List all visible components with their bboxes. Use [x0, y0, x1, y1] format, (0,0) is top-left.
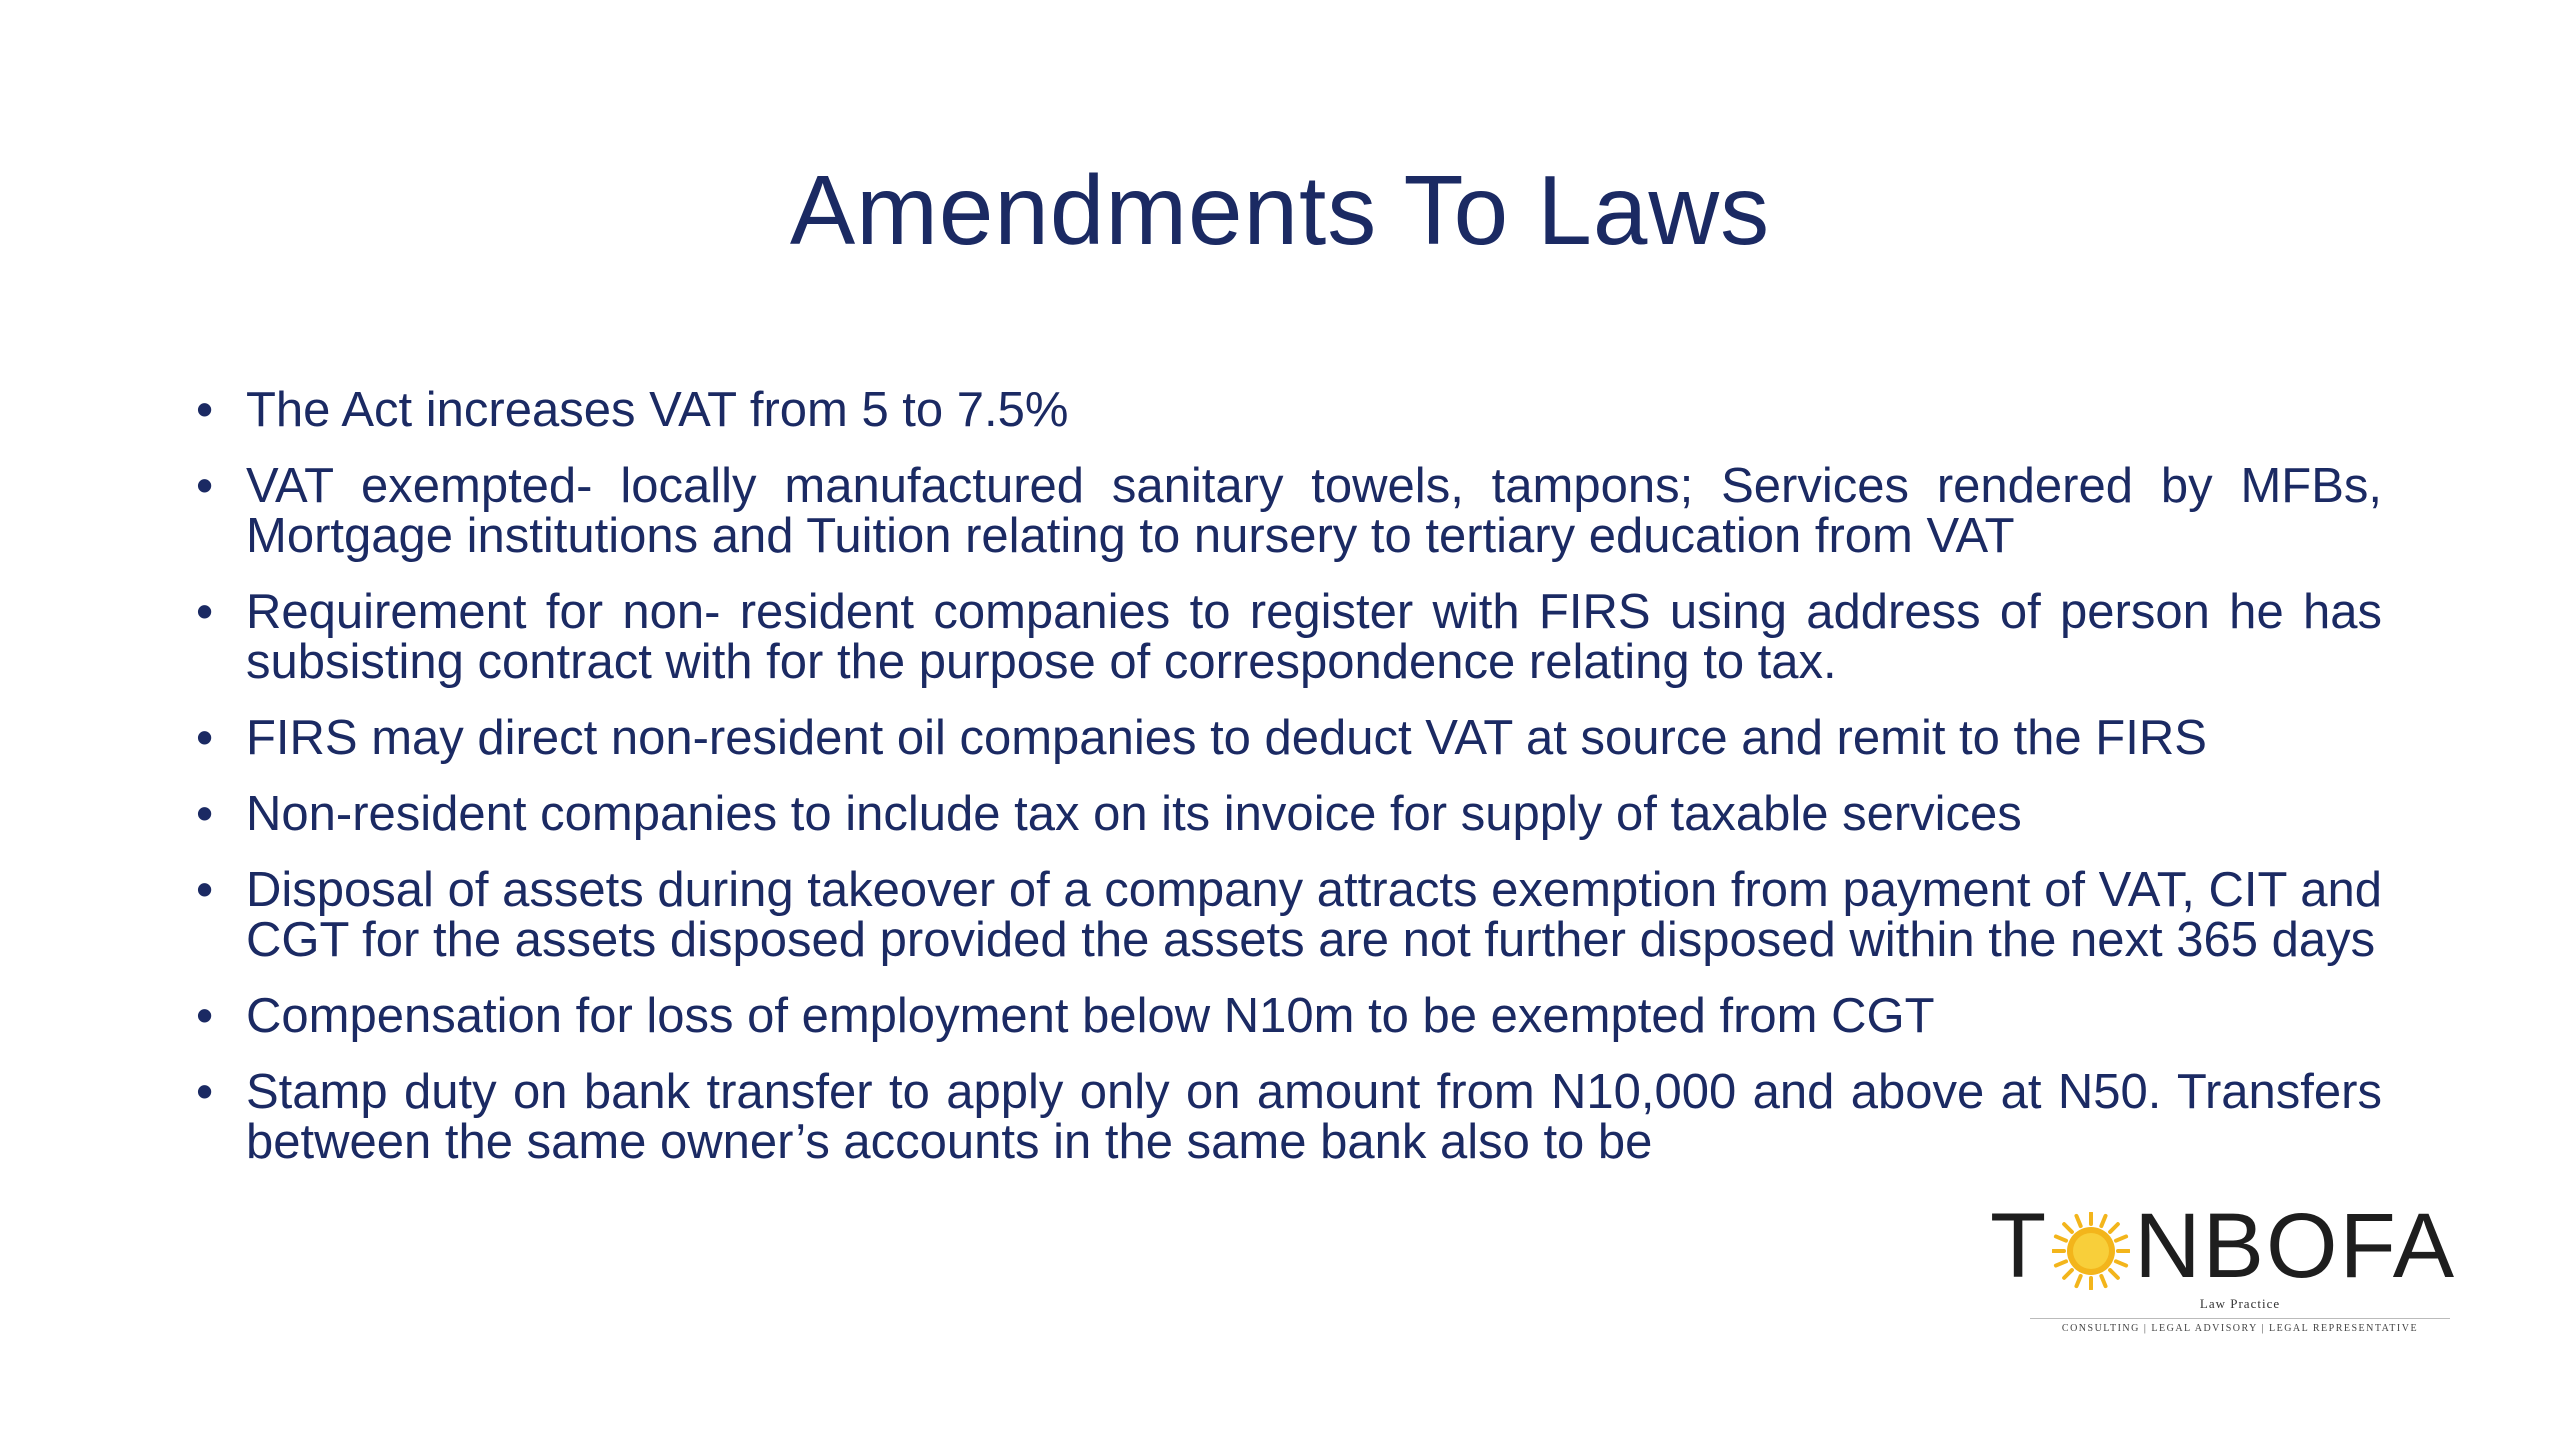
- tonbofa-logo: [1990, 1196, 2490, 1346]
- logo-subtitle: Law Practice: [2199, 1296, 2281, 1311]
- bullet-text: Non-resident companies to include tax on its invoice for supply of taxable services: [246, 787, 2022, 841]
- bullet-dot: •: [196, 459, 214, 513]
- logo-wordmark: [1990, 1196, 2490, 1296]
- logo-letter-t: T: [1990, 1194, 2049, 1297]
- bullet-text: Requirement for non- resident companies to register with FIRS using address of person he has subsisting contract with for the purpose of correspondence relating to tax.: [246, 585, 2382, 689]
- bullet-item: [196, 385, 2382, 435]
- logo-tagline: CONSULTING | LEGAL ADVISORY | LEGAL REPRESENTATIVE: [2030, 1318, 2450, 1334]
- bullet-dot: •: [196, 711, 214, 765]
- bullet-item: [196, 461, 2382, 561]
- bullet-list: [196, 385, 2382, 1167]
- bullet-item: [196, 991, 2382, 1041]
- bullet-text: VAT exempted- locally manufactured sanitary towels, tampons; Services rendered by MFBs, Mortgage institutions and Tuition relating to nursery to tertiary education from VAT: [246, 459, 2382, 563]
- bullet-dot: •: [196, 787, 214, 841]
- bullet-text: Stamp duty on bank transfer to apply only on amount from N10,000 and above at N50. Transfers between the same owner’s accounts in the same bank also to be: [246, 1065, 2382, 1169]
- bullet-item: [196, 587, 2382, 687]
- slide-title: Amendments To Laws: [789, 155, 1771, 265]
- bullet-dot: •: [196, 989, 214, 1043]
- bullet-item: [196, 1067, 2382, 1167]
- bullet-text: Compensation for loss of employment below N10m to be exempted from CGT: [246, 989, 1935, 1043]
- bullet-item: [196, 789, 2382, 839]
- bullet-dot: •: [196, 383, 214, 437]
- sun-icon: [2052, 1207, 2130, 1285]
- bullet-item: [196, 713, 2382, 763]
- bullet-dot: •: [196, 1065, 214, 1119]
- bullet-text: Disposal of assets during takeover of a company attracts exemption from payment of VAT, CIT and CGT for the assets disposed provided the assets are not further disposed within the next 365 days: [246, 863, 2382, 967]
- logo-letters-nbofa: NBOFA: [2134, 1194, 2457, 1297]
- slide-content: [196, 385, 2382, 1193]
- bullet-text: The Act increases VAT from 5 to 7.5%: [246, 383, 1069, 437]
- bullet-item: [196, 865, 2382, 965]
- bullet-dot: •: [196, 863, 214, 917]
- bullet-dot: •: [196, 585, 214, 639]
- bullet-text: FIRS may direct non-resident oil companies to deduct VAT at source and remit to the FIRS: [246, 711, 2207, 765]
